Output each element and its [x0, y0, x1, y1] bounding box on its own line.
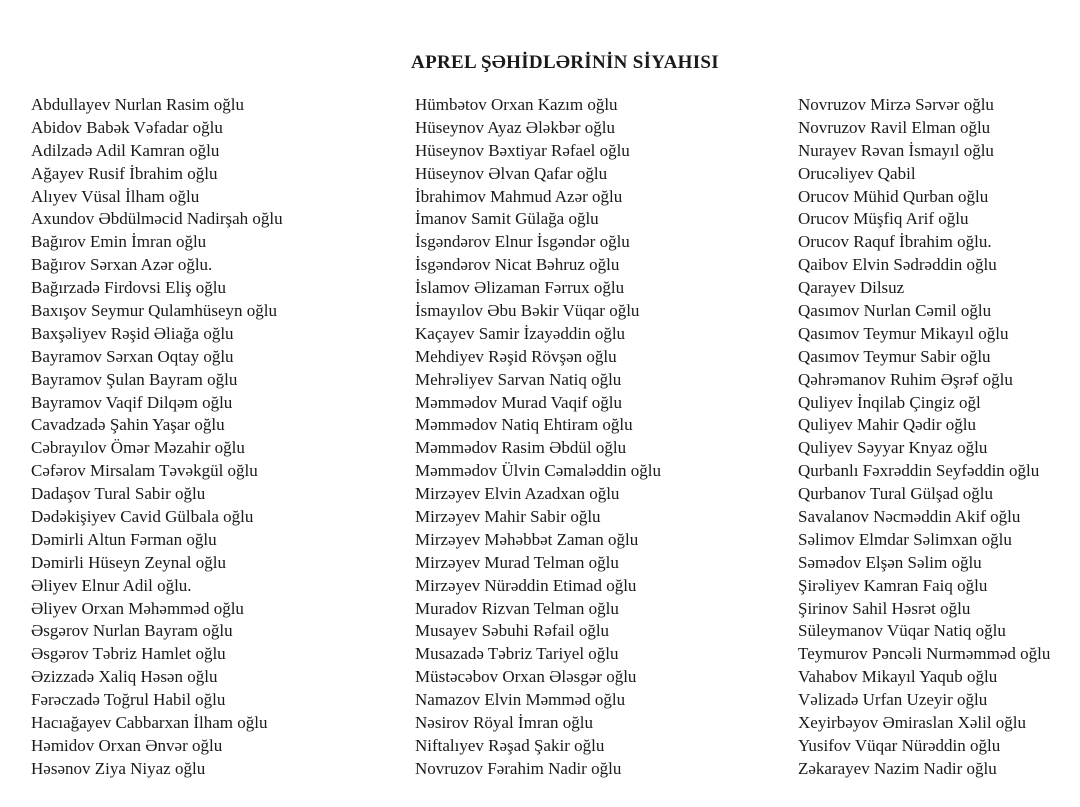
name-entry: Nəsirov Röyal İmran oğlu: [415, 713, 593, 733]
name-entry: Şirəliyev Kamran Faiq oğlu: [798, 575, 988, 595]
name-entry: Mehrəliyev Sarvan Natiq oğlu: [415, 369, 622, 389]
name-entry: Qəhrəmanov Ruhim Əşrəf oğlu: [798, 369, 1013, 389]
name-entry: Hüseynov Əlvan Qafar oğlu: [415, 163, 608, 183]
name-entry: Bayramov Sərxan Oqtay oğlu: [31, 346, 234, 366]
name-entry: Vəlizadə Urfan Uzeyir oğlu: [798, 690, 988, 710]
name-entry: İsmayılov Əbu Bəkir Vüqar oğlu: [415, 301, 640, 321]
name-column-3: [798, 94, 1050, 781]
name-entry: Novruzov Mirzə Sərvər oğlu: [798, 95, 994, 114]
name-entry: Qasımov Teymur Mikayıl oğlu: [798, 323, 1009, 343]
name-entry: Fərəczadə Toğrul Habil oğlu: [31, 690, 226, 710]
name-entry: Abdullayev Nurlan Rasim oğlu: [31, 95, 244, 114]
name-entry: Ağayev Rusif İbrahim oğlu: [31, 163, 218, 183]
name-entry: Teymurov Pəncəli Nurməmməd oğlu: [798, 644, 1051, 664]
name-entry: Əzizzadə Xaliq Həsən oğlu: [31, 667, 218, 687]
name-entry: Vahabov Mikayıl Yaqub oğlu: [798, 667, 998, 687]
name-entry: Cəbrayılov Ömər Məzahir oğlu: [31, 438, 245, 458]
name-entry: Məmmədov Ülvin Cəmaləddin oğlu: [415, 461, 661, 481]
name-entry: Səlimov Elmdar Səlimxan oğlu: [798, 529, 1012, 549]
name-entry: Bayramov Şulan Bayram oğlu: [31, 369, 238, 389]
name-entry: Musazadə Təbriz Tariyel oğlu: [415, 644, 619, 664]
name-entry: Qaibov Elvin Sədrəddin oğlu: [798, 255, 997, 275]
name-entry: Müstəcəbov Orxan Ələsgər oğlu: [415, 667, 637, 687]
name-entry: Baxşəliyev Rəşid Əliağa oğlu: [31, 323, 234, 343]
name-entry: Məmmədov Murad Vaqif oğlu: [415, 392, 622, 412]
name-column-1: [31, 94, 283, 781]
name-entry: İbrahimov Mahmud Azər oğlu: [415, 186, 623, 206]
name-entry: Bağırov Sərxan Azər oğlu.: [31, 255, 213, 275]
name-entry: İsgəndərov Elnur İsgəndər oğlu: [415, 232, 630, 252]
name-entry: Quliyev İnqilab Çingiz oğl: [798, 392, 981, 412]
name-entry: Orucov Müşfiq Arif oğlu: [798, 209, 969, 229]
name-entry: Bağırov Emin İmran oğlu: [31, 232, 207, 252]
name-entry: Alıyev Vüsal İlham oğlu: [31, 186, 200, 206]
name-entry: Muradov Rizvan Telman oğlu: [415, 598, 619, 618]
name-entry: Əsgərov Nurlan Bayram oğlu: [31, 621, 233, 641]
name-entry: İslamov Əlizaman Fərrux oğlu: [415, 278, 625, 298]
name-entry: Mehdiyev Rəşid Rövşən oğlu: [415, 346, 617, 366]
name-entry: Əsgərov Təbriz Hamlet oğlu: [31, 644, 226, 664]
name-entry: Namazov Elvin Məmməd oğlu: [415, 690, 626, 710]
name-entry: Hüseynov Bəxtiyar Rəfael oğlu: [415, 140, 630, 160]
name-entry: Həmidov Orxan Ənvər oğlu: [31, 735, 223, 755]
name-entry: Qurbanov Tural Gülşad oğlu: [798, 484, 994, 504]
name-entry: Cəfərov Mirsalam Təvəkgül oğlu: [31, 461, 258, 481]
name-entry: Mirzəyev Murad Telman oğlu: [415, 552, 619, 572]
name-entry: Məmmədov Natiq Ehtiram oğlu: [415, 415, 633, 435]
name-entry: Axundov Əbdülməcid Nadirşah oğlu: [31, 209, 283, 229]
name-entry: Abidov Babək Vəfadar oğlu: [31, 117, 223, 137]
name-entry: Dədəkişiyev Cavid Gülbala oğlu: [31, 507, 254, 527]
name-entry: Orucov Mühid Qurban oğlu: [798, 186, 989, 206]
name-entry: Hümbətov Orxan Kazım oğlu: [415, 95, 618, 114]
name-entry: Mirzəyev Elvin Azadxan oğlu: [415, 484, 620, 504]
name-entry: Cavadzadə Şahin Yaşar oğlu: [31, 415, 225, 435]
name-entry: Qarayev Dilsuz: [798, 278, 905, 298]
name-entry: Quliyev Mahir Qədir oğlu: [798, 415, 976, 435]
name-entry: Dəmirli Altun Fərman oğlu: [31, 529, 217, 549]
name-entry: İmanov Samit Gülağa oğlu: [415, 209, 599, 229]
name-entry: Qurbanlı Fəxrəddin Seyfəddin oğlu: [798, 461, 1040, 481]
name-entry: Məmmədov Rasim Əbdül oğlu: [415, 438, 627, 458]
name-entry: Hacıağayev Cabbarxan İlham oğlu: [31, 713, 268, 733]
name-entry: Həsənov Ziya Niyaz oğlu: [31, 758, 206, 778]
name-entry: Yusifov Vüqar Nürəddin oğlu: [798, 735, 1001, 755]
name-entry: Baxışov Seymur Qulamhüseyn oğlu: [31, 301, 278, 321]
name-entry: İsgəndərov Nicat Bəhruz oğlu: [415, 255, 620, 275]
name-column-2: [415, 94, 661, 781]
name-entry: Niftalıyev Rəşad Şakir oğlu: [415, 735, 605, 755]
name-entry: Mirzəyev Nürəddin Etimad oğlu: [415, 575, 637, 595]
name-entry: Qasımov Teymur Sabir oğlu: [798, 346, 991, 366]
name-entry: Quliyev Səyyar Knyaz oğlu: [798, 438, 988, 458]
name-entry: Əliyev Elnur Adil oğlu.: [31, 575, 192, 595]
name-entry: Hüseynov Ayaz Ələkbər oğlu: [415, 117, 616, 137]
page-title: APREL ŞƏHİDLƏRİNİN SİYAHISI: [411, 52, 719, 73]
name-entry: Mirzəyev Məhəbbət Zaman oğlu: [415, 529, 639, 549]
name-entry: Səmədov Elşən Səlim oğlu: [798, 552, 982, 572]
name-entry: Şirinov Sahil Həsrət oğlu: [798, 598, 971, 618]
name-entry: Qasımov Nurlan Cəmil oğlu: [798, 301, 992, 321]
name-entry: Xeyirbəyov Əmiraslan Xəlil oğlu: [798, 713, 1027, 733]
name-entry: Musayev Səbuhi Rəfail oğlu: [415, 621, 610, 641]
name-entry: Novruzov Fərahim Nadir oğlu: [415, 758, 622, 778]
name-entry: Savalanov Nəcməddin Akif oğlu: [798, 507, 1021, 527]
name-entry: Bağırzadə Firdovsi Eliş oğlu: [31, 278, 227, 298]
name-entry: Mirzəyev Mahir Sabir oğlu: [415, 507, 601, 527]
name-entry: Kaçayev Samir İzayəddin oğlu: [415, 323, 626, 343]
name-entry: Dəmirli Hüseyn Zeynal oğlu: [31, 552, 226, 572]
name-entry: Orucov Raquf İbrahim oğlu.: [798, 232, 992, 252]
name-entry: Zəkarayev Nazim Nadir oğlu: [798, 758, 997, 778]
name-entry: Bayramov Vaqif Dilqəm oğlu: [31, 392, 233, 412]
name-entry: Novruzov Ravil Elman oğlu: [798, 117, 991, 137]
name-entry: Nurayev Rəvan İsmayıl oğlu: [798, 140, 994, 160]
name-entry: Orucəliyev Qabil: [798, 163, 916, 183]
name-entry: Adilzadə Adil Kamran oğlu: [31, 140, 220, 160]
name-entry: Süleymanov Vüqar Natiq oğlu: [798, 621, 1006, 641]
name-entry: Dadaşov Tural Sabir oğlu: [31, 484, 206, 504]
name-entry: Əliyev Orxan Məhəmməd oğlu: [31, 598, 244, 618]
